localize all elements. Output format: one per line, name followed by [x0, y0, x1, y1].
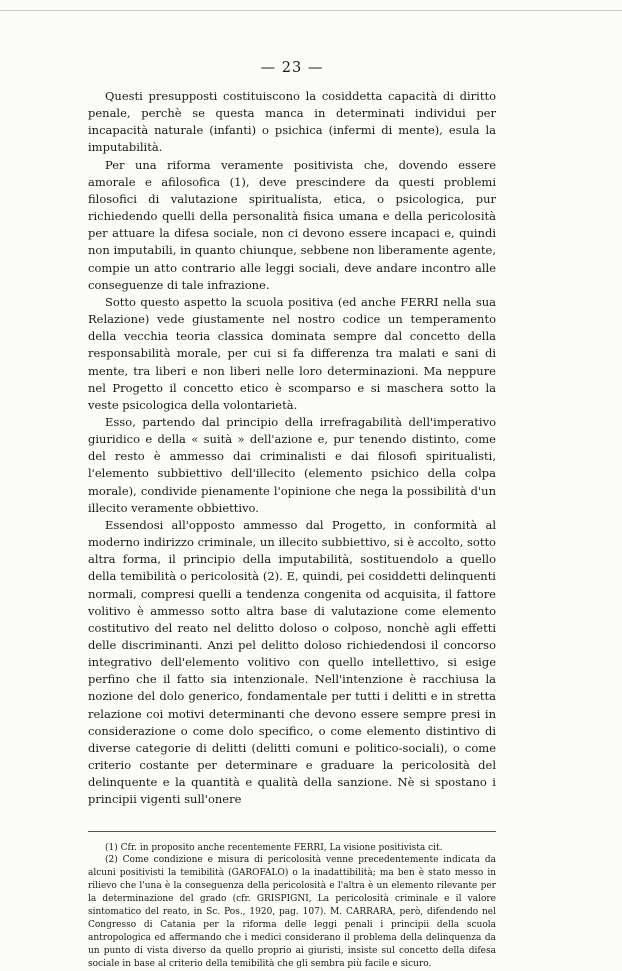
- body-text: [88, 88, 496, 809]
- paragraph-1: Questi presupposti costituiscono la cosiddetta capacità di diritto penale, perchè se questa manca in determinati individui per incapacità naturale (infanti) o psichica (infermi di mente), esula la imputabilità.: [88, 89, 496, 155]
- paragraph-2: Per una riforma veramente positivista che, dovendo essere amorale e afilosofica (1), deve prescindere da questi problemi filosofici di valutazione spiritualista, etica, o psicologica, pur richiedendo quelli della personalità fisica umana e della pericolosità per attuare la difesa sociale, non ci devono essere incapaci e, quindi non imputabili, in quanto chiunque, sebbene non liberamente agente, compie un atto contrario alle leggi sociali, deve andare incontro alle conseguenze di tale infrazione.: [88, 157, 496, 292]
- paragraph-4: Esso, partendo dal principio della irrefragabilità dell'imperativo giuridico e della « suità » dell'azione e, pur tenendo distinto, come del resto è ammesso dai criminalisti e dai filosofi spiritualisti, l'elemento subbiettivo dell'illecito (elemento psichico della colpa morale), condivide pienamente l'opinione che nega la possibilità d'un illecito veramente obbiettivo.: [88, 414, 496, 515]
- paragraph-5: Essendosi all'opposto ammesso dal Progetto, in conformità al moderno indirizzo criminale, un illecito subbiettivo, si è accolto, sotto altra forma, il principio della imputabilità, sostituendolo a quello della temibilità o pericolosità (2). E, quindi, pei cosiddetti delinquenti normali, compresi quelli a tendenza congenita od acquisita, il fattore volitivo è ammesso sotto altra base di valutazione come elemento costitutivo del reato nel delitto doloso o colposo, nonchè agli effetti delle discriminanti. Anzi pel delitto doloso richiedendosi il concorso integrativo dell'elemento volitivo con quello intellettivo, si esige perfino che il fatto sia intenzionale. Nell'intenzione è racchiusa la nozione del dolo generico, fondamentale per tutti i delitti e in stretta relazione coi motivi determinanti che devono essere sempre presi in considerazione o come dolo specifico, o come elemento distintivo di diverse categorie di delitti (delitti comuni e politico-sociali), o come criterio costante per determinare e graduare la pericolosità del delinquente e la quantità e qualità della sanzione. Nè si spostano i principii vigenti sull'onere: [88, 517, 496, 807]
- page-number: — 23 —: [260, 60, 324, 76]
- paragraph-3: Sotto questo aspetto la scuola positiva (ed anche FERRI nella sua Relazione) vede giustamente nel nostro codice un temperamento della vecchia teoria classica dominata sempre dal concetto della responsabilità morale, per cui si fa differenza tra malati e sani di mente, tra liberi e non liberi nelle loro determinazioni. Ma neppure nel Progetto il concetto etico è scomparso e si maschera sotto la veste psicologica della volontarietà.: [88, 294, 496, 412]
- footnote-separator: [88, 831, 496, 832]
- scan-top-edge: [0, 0, 622, 11]
- footnote-2: (2) Come condizione e misura di pericolosità venne precedentemente indicata da alcuni positivisti la temibilità (GAROFALO) o la inadattibilità; ma ben è stato messo in rilievo che l'una è la conseguenza della pericolosità e l'altra è un elemento rilevante per la determinazione del grado (cfr. GRISPIGNI, La pericolosità criminale e il valore sintomatico del reato, in Sc. Pos., 1920, pag. 107). M. CARRARA, però, difendendo nel Congresso di Catania per la riforma delle leggi penali i principii della scuola antropologica ed affermando che i medici considerano il problema della delinquenza da un punto di vista diverso da quello proprio ai giuristi, insiste sul concetto della difesa sociale in base al criterio della temibilità che gli sembra più facile e sicuro.: [88, 855, 496, 969]
- footnote-1: (1) Cfr. in proposito anche recentemente FERRI, La visione positivista cit.: [105, 842, 443, 853]
- footnotes: [88, 842, 496, 971]
- book-page: [88, 60, 496, 971]
